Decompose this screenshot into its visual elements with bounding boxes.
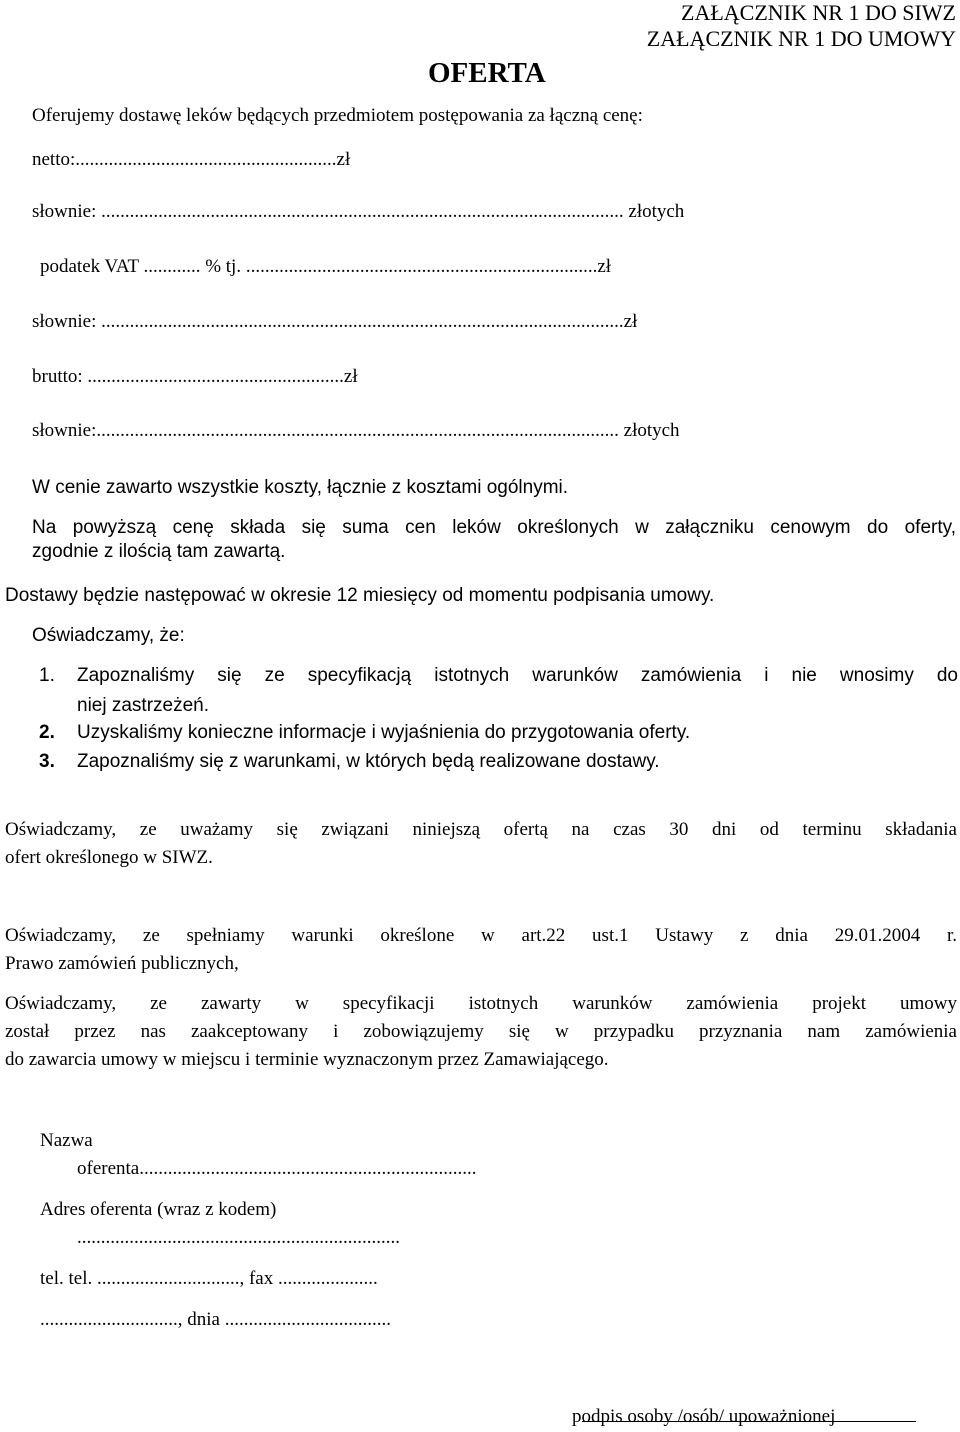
price-vat: podatek VAT ............ % tj. ..........................................................................zł — [40, 256, 612, 277]
price-brutto-words: słownie:.............................................................................................................. złotych — [32, 420, 680, 441]
price-vat-words: słownie: ..............................................................................................................zł — [32, 311, 638, 332]
declaration-text: Zapoznaliśmy się ze specyfikacją istotnych warunków zamówienia i nie wnosimy do — [77, 665, 958, 686]
statement-conditions-line: Oświadczamy, ze spełniamy warunki określone w art.22 ust.1 Ustawy z dnia 29.01.2004 r. — [5, 925, 957, 946]
offeror-address-field: .................................................................... — [77, 1227, 400, 1248]
declaration-number: 1. — [39, 665, 55, 686]
statement-binding-line: Oświadczamy, ze uważamy się związani niniejszą ofertą na czas 30 dni od terminu składania — [5, 819, 957, 840]
price-sum-note-line: Na powyższą cenę składa się suma cen leków określonych w załączniku cenowym do oferty, — [32, 517, 956, 538]
price-brutto: brutto: ......................................................zł — [32, 366, 358, 387]
place-date-line: ............................., dnia ................................... — [40, 1309, 391, 1330]
declarations-intro: Oświadczamy, że: — [32, 625, 185, 646]
delivery-note: Dostawy będzie następować w okresie 12 miesięcy od momentu podpisania umowy. — [5, 585, 715, 606]
offeror-phone-fax: tel. tel. .............................., fax ..................... — [40, 1268, 378, 1289]
statement-contract-line: do zawarcia umowy w miejscu i terminie wyznaczonym przez Zamawiającego. — [5, 1049, 609, 1070]
price-netto-words: słownie: .............................................................................................................. złotych — [32, 201, 685, 222]
declaration-number: 2. — [39, 722, 55, 743]
statement-contract-line: został przez nas zaakceptowany i zobowiązujemy się w przypadku przyznania nam zamówienia — [5, 1021, 957, 1042]
declaration-text: niej zastrzeżeń. — [77, 695, 210, 716]
offeror-name-label: Nazwa — [40, 1130, 93, 1151]
declaration-text: Zapoznaliśmy się z warunkami, w których będą realizowane dostawy. — [77, 751, 660, 772]
intro-text: Oferujemy dostawę leków będących przedmiotem postępowania za łączną cenę: — [32, 105, 643, 126]
signature-caption: podpis osoby /osób/ upoważnionej — [572, 1406, 836, 1427]
costs-note: W cenie zawarto wszystkie koszty, łącznie z kosztami ogólnymi. — [32, 477, 569, 498]
header-annex-contract: ZAŁĄCZNIK NR 1 DO UMOWY — [646, 26, 956, 51]
declaration-text: Uzyskaliśmy konieczne informacje i wyjaśnienia do przygotowania oferty. — [77, 722, 691, 743]
offeror-name-field: oferenta....................................................................... — [77, 1158, 477, 1179]
page-title: OFERTA — [428, 57, 546, 89]
statement-binding-line: ofert określonego w SIWZ. — [5, 847, 213, 868]
declaration-number: 3. — [39, 751, 55, 772]
price-sum-note-line: zgodnie z ilością tam zawartą. — [32, 541, 286, 562]
statement-contract-line: Oświadczamy, ze zawarty w specyfikacji istotnych warunków zamówienia projekt umowy — [5, 993, 957, 1014]
statement-conditions-line: Prawo zamówień publicznych, — [5, 953, 239, 974]
header-annex-siwz: ZAŁĄCZNIK NR 1 DO SIWZ — [681, 0, 956, 25]
price-netto: netto:.......................................................zł — [32, 149, 351, 170]
offeror-address-label: Adres oferenta (wraz z kodem) — [40, 1199, 277, 1220]
